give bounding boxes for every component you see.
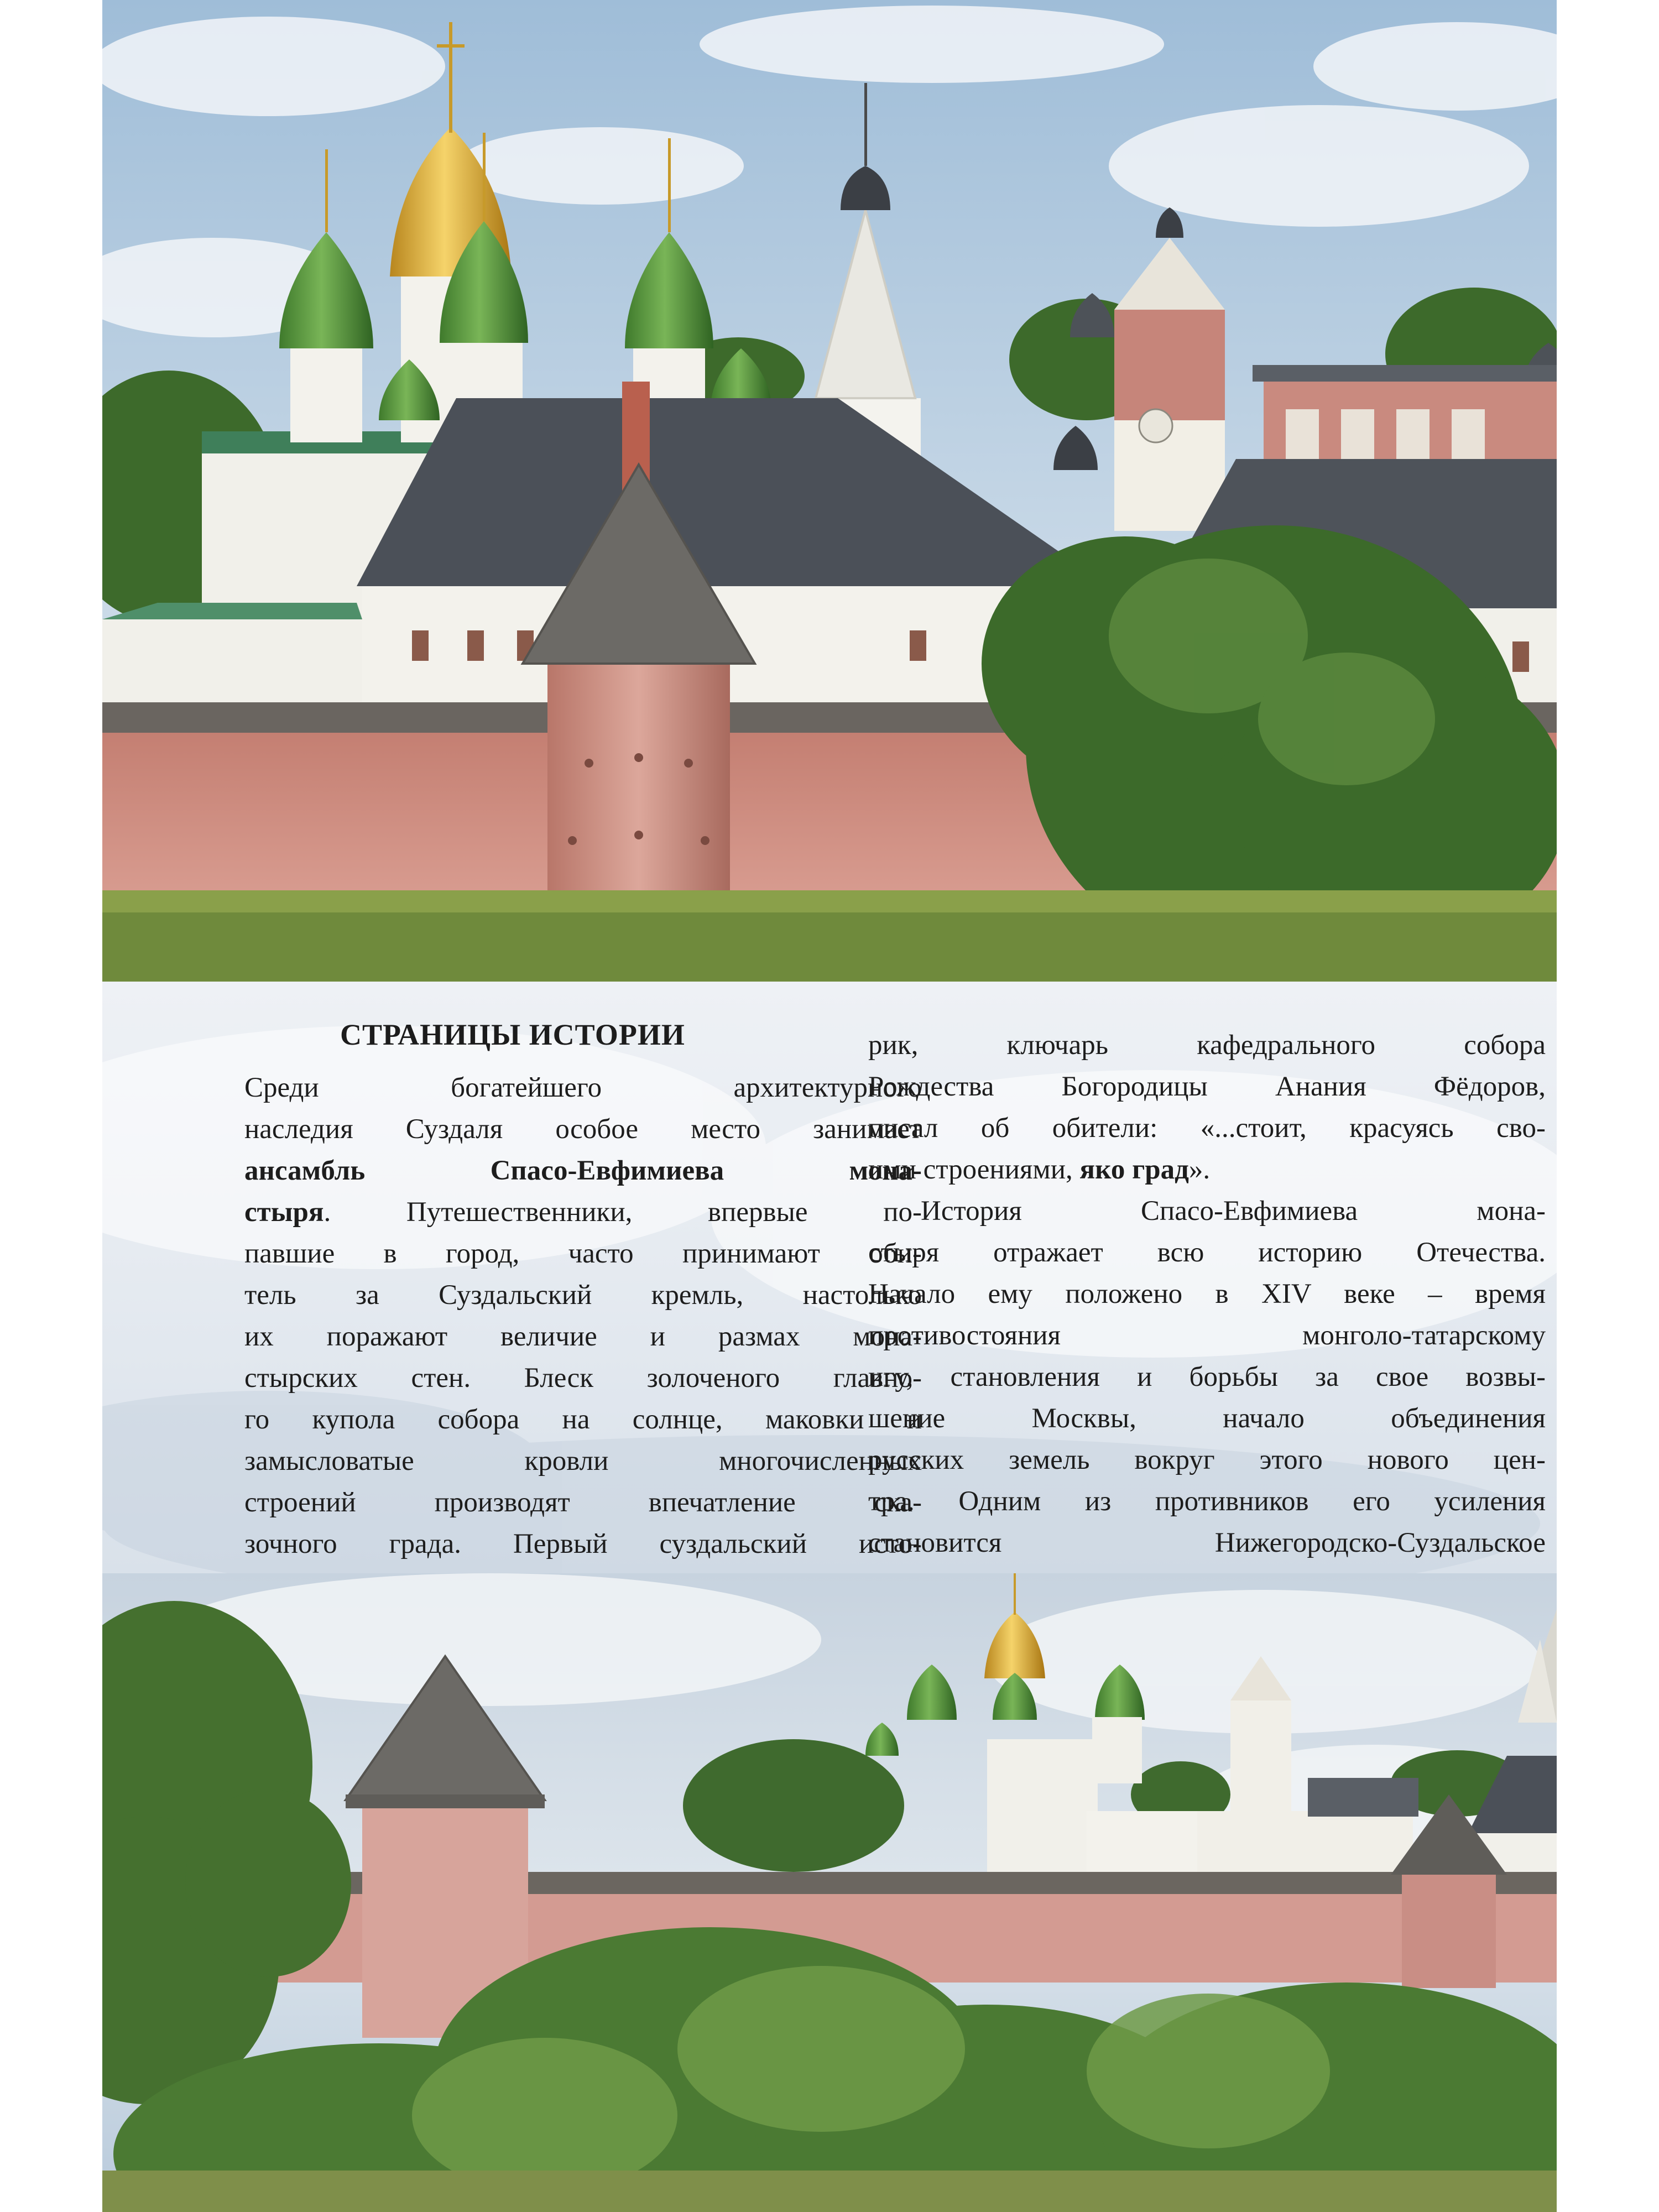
text-line: ансамбль Спасо-Евфимиева мона- xyxy=(244,1155,922,1186)
text-line: стырских стен. Блеск золоченого главно- xyxy=(244,1363,922,1394)
text-line: рик, ключарь кафедрального собора xyxy=(868,1030,1546,1061)
text-line: стыря отражает всю историю Отечества. xyxy=(868,1237,1546,1268)
monastery-photo-bottom xyxy=(102,1573,1557,2212)
text-line: История Спасо-Евфимиева мона- xyxy=(921,1196,1546,1227)
text-line: замысловатые кровли многочисленных xyxy=(244,1446,922,1477)
text-line: стыря. Путешественники, впервые по- xyxy=(244,1197,922,1228)
text-line: Рождества Богородицы Анания Фёдоров, xyxy=(868,1071,1546,1102)
left-text-column xyxy=(244,1067,922,1565)
text-line: го купола собора на солнце, маковки и xyxy=(244,1404,922,1435)
text-line: наследия Суздаля особое место занимает xyxy=(244,1114,922,1145)
history-text-section xyxy=(102,982,1557,1573)
text-line: павшие в город, часто принимают оби- xyxy=(244,1238,922,1269)
text-line: русских земель вокруг этого нового цен- xyxy=(868,1444,1546,1475)
text-line: Среди богатейшего архитектурного xyxy=(244,1072,922,1103)
right-text-column xyxy=(868,1025,1546,1564)
text-line: ими строениями, яко град». xyxy=(868,1154,1211,1185)
text-line: противостояния монголо-татарскому xyxy=(868,1320,1546,1351)
text-line: зочного града. Первый суздальский исто- xyxy=(244,1528,922,1559)
text-line: тра. Одним из противников его усиления xyxy=(868,1486,1546,1517)
text-line: их поражают величие и размах мона- xyxy=(244,1321,922,1352)
text-line: игу, становления и борьбы за свое возвы- xyxy=(868,1361,1546,1392)
text-line: строений производят впечатление ска- xyxy=(244,1487,922,1518)
text-line: писал об обители: «...стоит, красуясь сво- xyxy=(868,1113,1546,1144)
text-line: шение Москвы, начало объединения xyxy=(868,1403,1546,1434)
monastery-photo-top xyxy=(102,0,1557,982)
text-line: Начало ему положено в XIV веке – время xyxy=(868,1279,1546,1310)
text-line: тель за Суздальский кремль, настолько xyxy=(244,1280,922,1311)
book-page xyxy=(102,0,1557,2212)
section-heading: СТРАНИЦЫ ИСТОРИИ xyxy=(340,1018,685,1051)
text-line: становится Нижегородско-Суздальское xyxy=(868,1527,1546,1558)
